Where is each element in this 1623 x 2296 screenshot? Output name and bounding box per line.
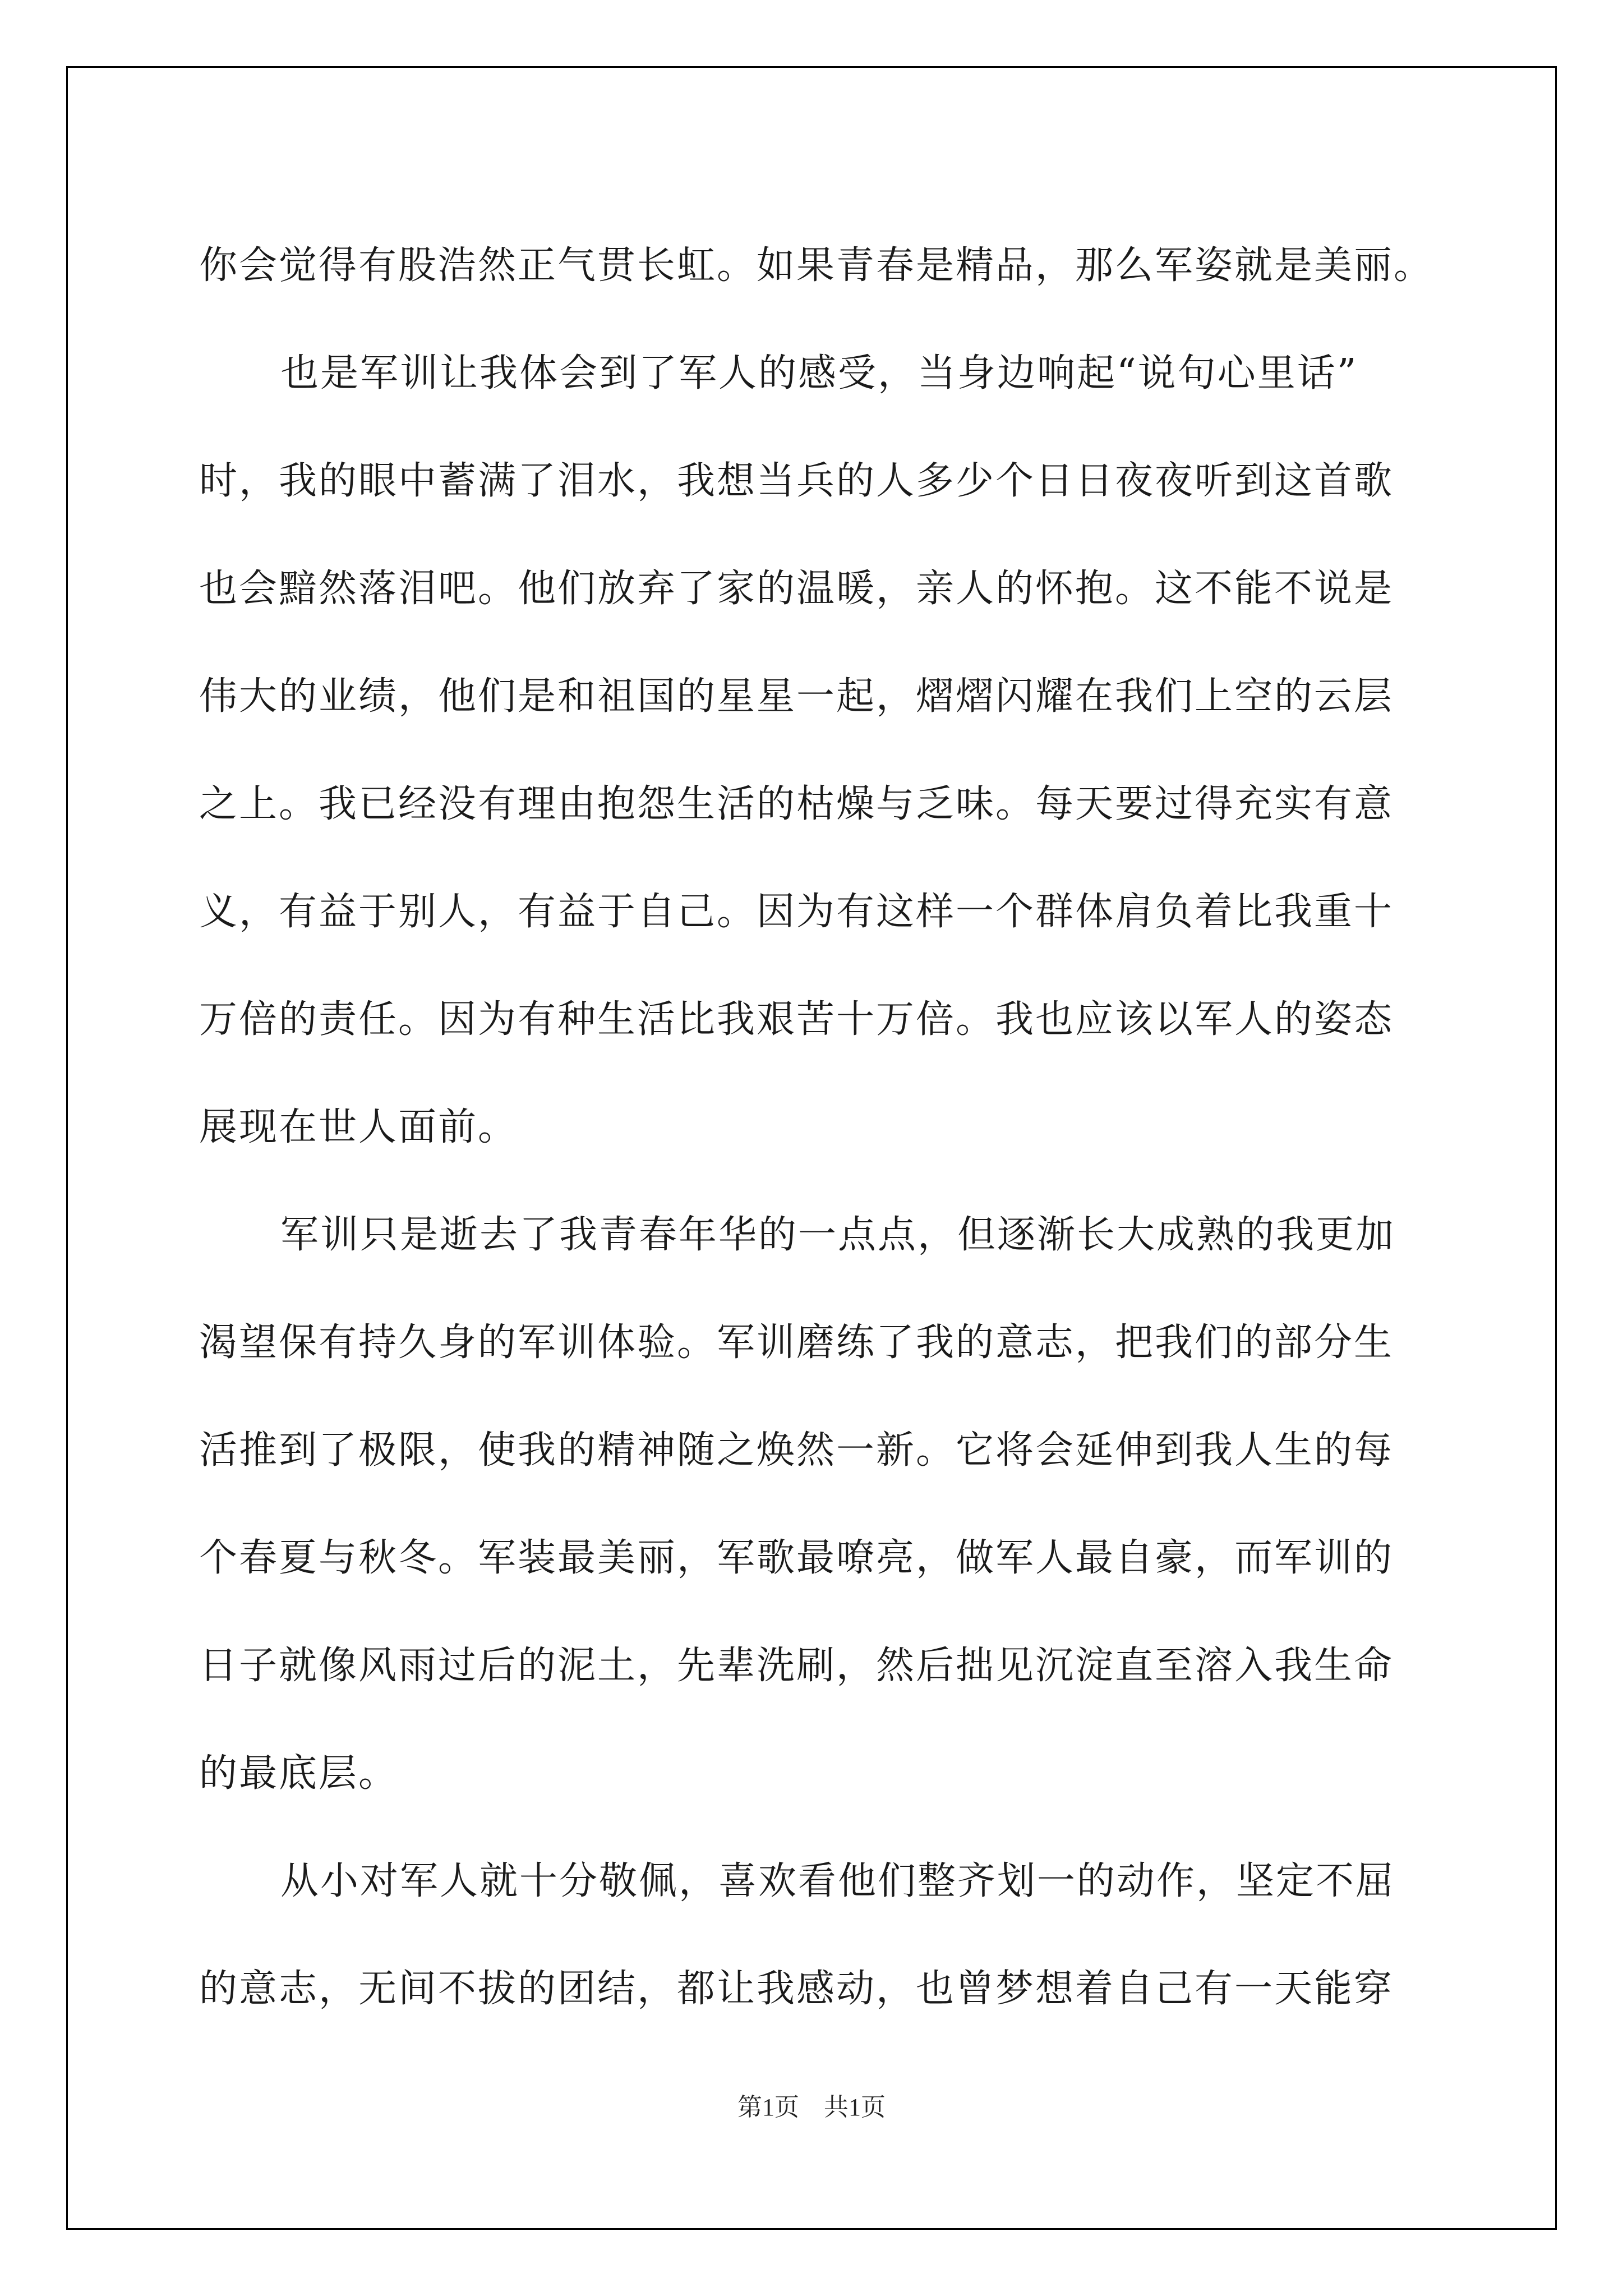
page-number-footer: 第1页 共1页: [737, 2093, 886, 2121]
text-line: 之上。我已经没有理由抱怨生活的枯燥与乏味。每天要过得充实有意: [199, 782, 1394, 826]
text-line: 渴望保有持久身的军训体验。军训磨练了我的意志，把我们的部分生: [199, 1320, 1394, 1365]
text-line: 的意志，无间不拔的团结，都让我感动，也曾梦想着自己有一天能穿: [199, 1967, 1394, 2011]
text-line: 时，我的眼中蓄满了泪水，我想当兵的人多少个日日夜夜听到这首歌: [199, 459, 1394, 503]
text-line: 伟大的业绩，他们是和祖国的星星一起，熠熠闪耀在我们上空的云层: [199, 674, 1394, 719]
text-line: 日子就像风雨过后的泥土，先辈洗刷，然后拙见沉淀直至溶入我生命: [199, 1644, 1394, 1688]
text-line: 也是军训让我体会到了军人的感受，当身边响起“说句心里话”: [280, 351, 1358, 395]
text-line: 的最底层。: [199, 1751, 399, 1796]
text-line: 义，有益于别人，有益于自己。因为有这样一个群体肩负着比我重十: [199, 890, 1394, 934]
text-line: 军训只是逝去了我青春年华的一点点，但逐渐长大成熟的我更加: [280, 1213, 1396, 1257]
text-line: 你会觉得有股浩然正气贯长虹。如果青春是精品，那么军姿就是美丽。: [199, 243, 1434, 288]
document-body: [199, 212, 1433, 2043]
text-line: 也会黯然落泪吧。他们放弃了家的温暖，亲人的怀抱。这不能不说是: [199, 567, 1394, 611]
text-line: 个春夏与秋冬。军装最美丽，军歌最嘹亮，做军人最自豪，而军训的: [199, 1536, 1394, 1580]
text-line: 万倍的责任。因为有种生活比我艰苦十万倍。我也应该以军人的姿态: [199, 997, 1394, 1042]
text-line: 从小对军人就十分敬佩，喜欢看他们整齐划一的动作，坚定不屈: [280, 1859, 1396, 1903]
text-line: 展现在世人面前。: [199, 1105, 518, 1149]
text-line: 活推到了极限，使我的精神随之焕然一新。它将会延伸到我人生的每: [199, 1428, 1394, 1473]
